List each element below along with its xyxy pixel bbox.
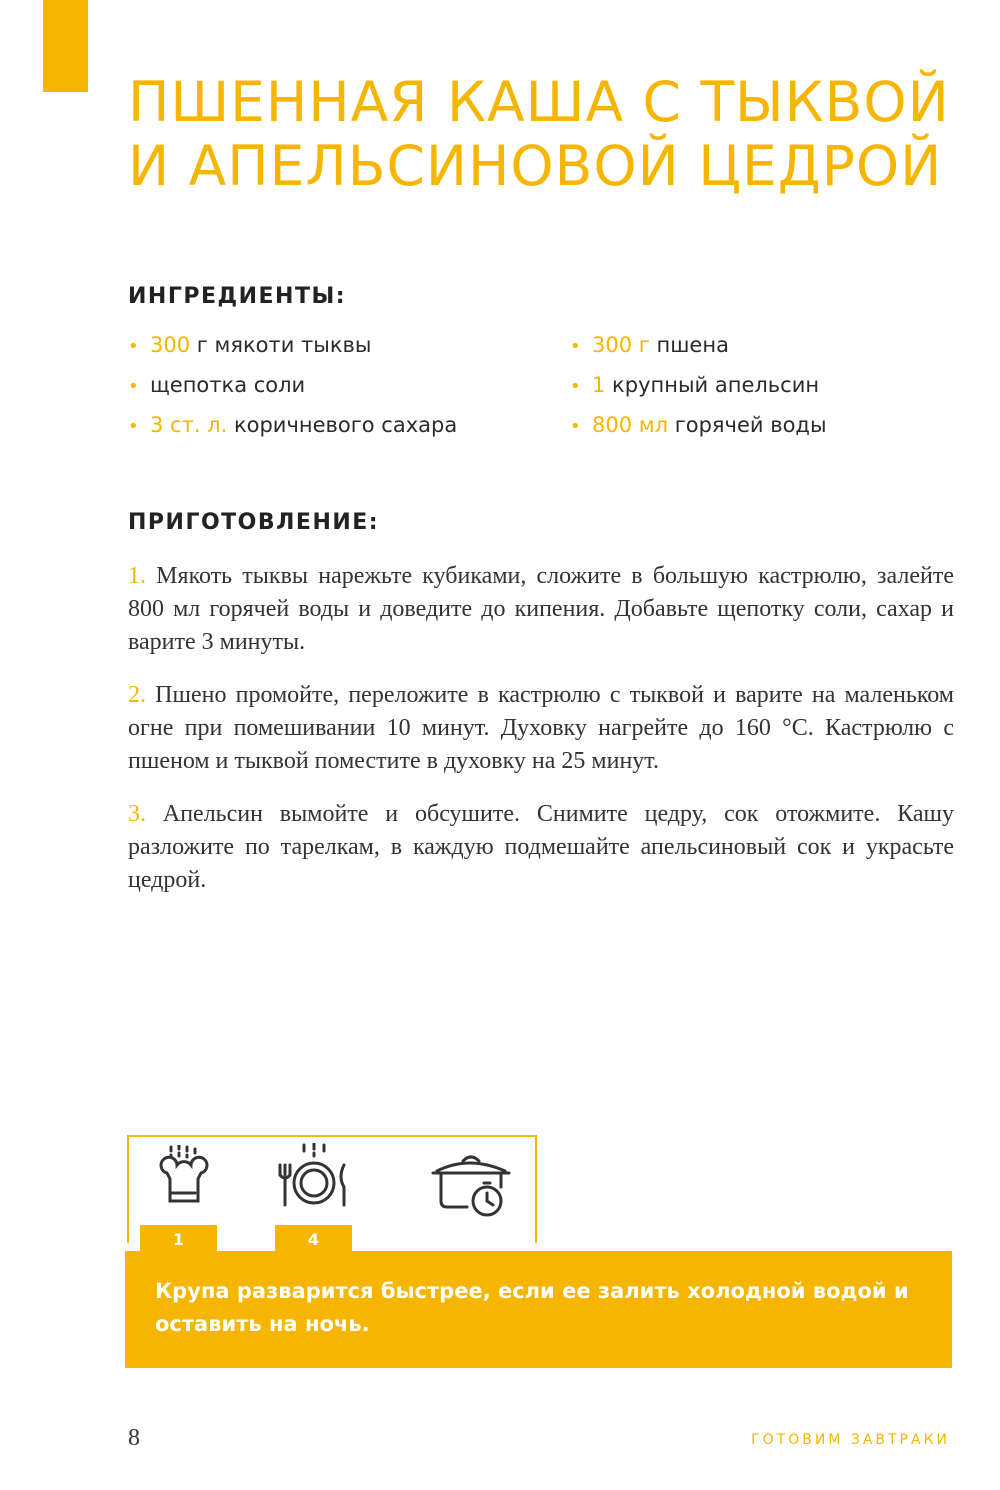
ingredient-text: г мякоти тыквы (190, 333, 372, 357)
section-title: ГОТОВИМ ЗАВТРАКИ (751, 1432, 950, 1448)
recipe-title (128, 70, 988, 198)
ingredient-qty: 3 ст. л. (150, 413, 228, 437)
ingredient-item (570, 330, 827, 370)
ingredient-qty: 300 г (592, 333, 650, 357)
ingredient-text: щепотка соли (150, 373, 306, 397)
ingredient-item (128, 410, 457, 450)
pot-timer-icon (431, 1151, 511, 1223)
ingredient-item (128, 370, 457, 410)
servings-tab: 4 (275, 1225, 352, 1253)
plate-cutlery-icon (274, 1143, 354, 1215)
step-number: 2. (128, 682, 146, 708)
preparation-steps (128, 560, 954, 917)
ingredient-item (570, 410, 827, 450)
ingredient-qty: 300 (150, 333, 191, 357)
preparation-heading: ПРИГОТОВЛЕНИЕ: (128, 510, 380, 535)
bullet-icon: • (570, 376, 581, 397)
step-paragraph (128, 679, 954, 778)
step-number: 3. (128, 801, 146, 827)
ingredient-text: горячей воды (668, 413, 827, 437)
bullet-icon: • (570, 416, 581, 437)
bullet-icon: • (570, 336, 581, 357)
bullet-icon: • (128, 376, 139, 397)
title-line-2: И АПЕЛЬСИНОВОЙ ЦЕДРОЙ (128, 134, 943, 198)
ingredient-qty: 1 (592, 373, 606, 397)
page-number: 8 (128, 1425, 140, 1451)
title-line-1: ПШЕННАЯ КАША С ТЫКВОЙ (128, 70, 950, 134)
ingredient-text: крупный апельсин (605, 373, 820, 397)
difficulty-tab: 1 (140, 1225, 217, 1253)
chef-hat-icon (149, 1145, 215, 1215)
bullet-icon: • (128, 416, 139, 437)
ingredients-list-right (570, 330, 827, 450)
step-paragraph (128, 560, 954, 659)
corner-tab (43, 0, 88, 92)
ingredients-heading: ИНГРЕДИЕНТЫ: (128, 284, 347, 309)
ingredient-item (128, 330, 457, 370)
tip-box: Крупа разварится быстрее, если ее залить холодной водой и оставить на ночь. (125, 1251, 952, 1368)
step-text: Мякоть тыквы нарежьте кубиками, сложите в большую кастрюлю, залейте 800 мл горячей воды и доведите до кипения. Добавьте щепотку соли, сахар и варите 3 минуты. (128, 563, 954, 655)
step-paragraph (128, 798, 954, 897)
step-text: Пшено промойте, переложите в кастрюлю с тыквой и варите на маленьком огне при помешивании 10 минут. Духовку нагрейте до 160 °C. Кастрюлю с пшеном и тыквой поместите в духовку на 25 минут. (128, 682, 954, 774)
ingredient-qty: 800 мл (592, 413, 669, 437)
step-number: 1. (128, 563, 146, 589)
ingredient-item (570, 370, 827, 410)
ingredient-text: коричневого сахара (227, 413, 458, 437)
ingredients-list-left (128, 330, 457, 450)
bullet-icon: • (128, 336, 139, 357)
ingredient-text: пшена (649, 333, 729, 357)
step-text: Апельсин вымойте и обсушите. Снимите цедру, сок отожмите. Кашу разложите по тарелкам, в каждую подмешайте апельсиновый сок и украсьте цедрой. (128, 801, 954, 893)
